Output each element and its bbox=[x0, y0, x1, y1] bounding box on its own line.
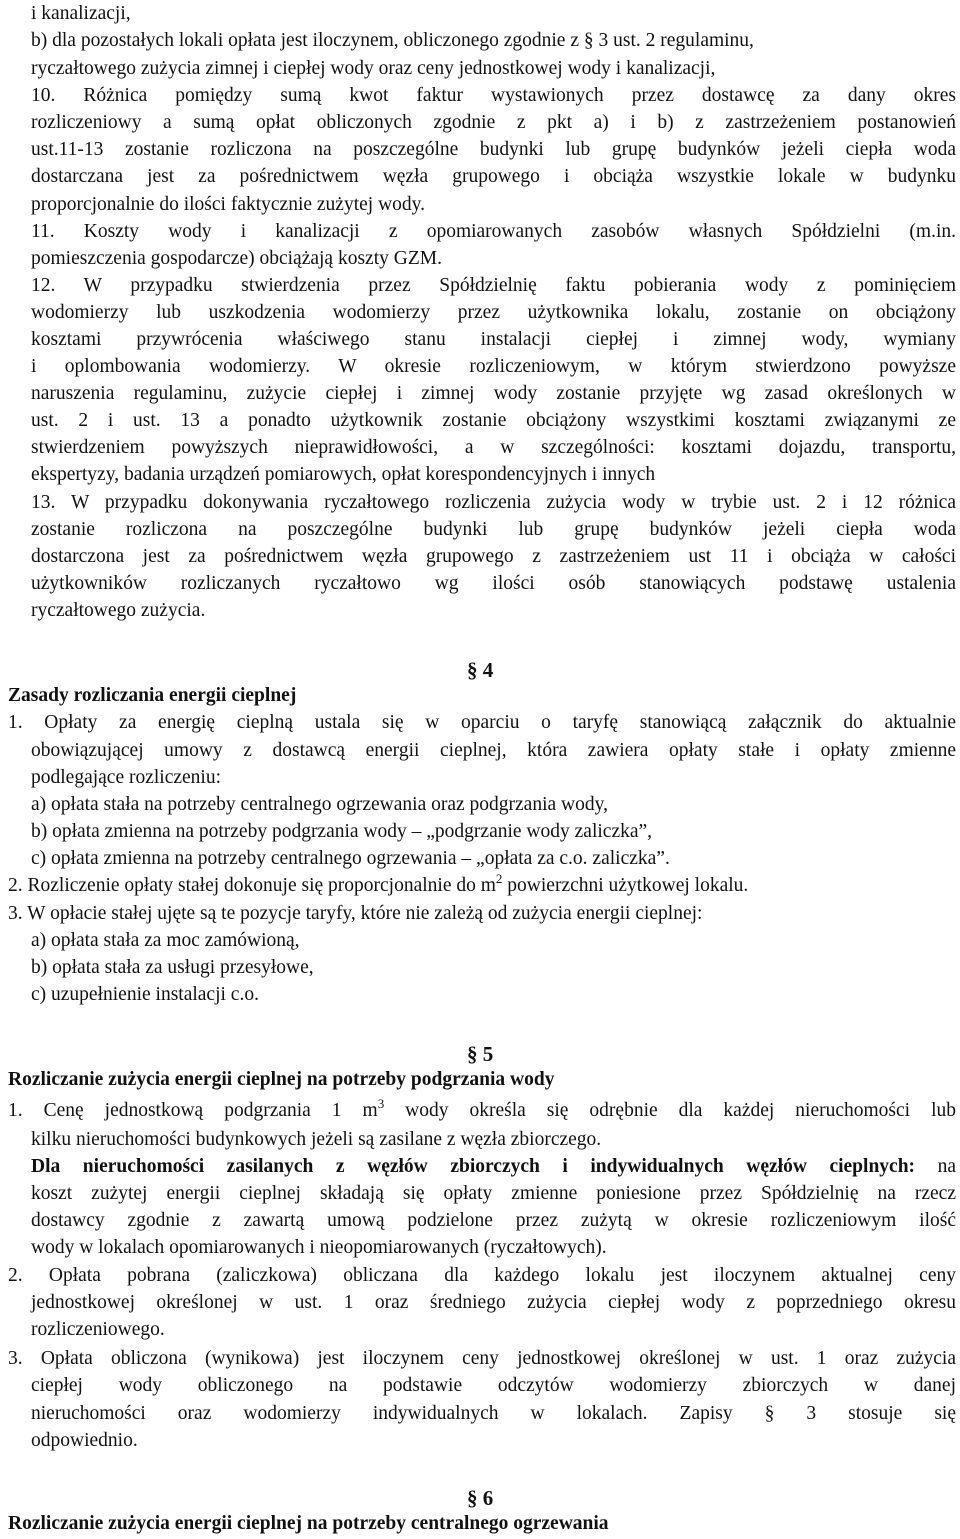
text-line: dostawcy zgodnie z zawartą umową podzielone przez zużytą w okresie rozliczeniowym ilość bbox=[31, 1210, 956, 1231]
text-line: zostanie rozliczona na poszczególne budynki lub grupę budynków jeżeli ciepła woda bbox=[31, 519, 956, 540]
text-line: nieruchomości oraz wodomierzy indywidualnych w lokalach. Zapisy § 3 stosuje się bbox=[31, 1403, 956, 1424]
text-line: koszt zużytej energii cieplnej składają się opłaty zmienne poniesione przez Spółdzielnię na rzecz bbox=[31, 1183, 956, 1204]
section-number: § 6 bbox=[467, 1486, 494, 1510]
list-item: c) opłata zmienna na potrzeby centralnego ogrzewania – „opłata za c.o. zaliczka”. bbox=[31, 848, 670, 869]
text-line: pomieszczenia gospodarcze) obciążają koszty GZM. bbox=[31, 248, 442, 269]
text-line: proporcjonalnie do ilości faktycznie zużytej wody. bbox=[31, 194, 426, 215]
paragraph-10-line: 10. Różnica pomiędzy sumą kwot faktur wystawionych przez dostawcę za dany okres bbox=[31, 85, 956, 106]
text-line: obowiązującej umowy z dostawcą energii cieplnej, która zawiera opłaty stałe i opłaty zmienne bbox=[31, 740, 956, 761]
list-item: c) uzupełnienie instalacji c.o. bbox=[31, 984, 259, 1005]
text-line: b) dla pozostałych lokali opłata jest iloczynem, obliczonego zgodnie z § 3 ust. 2 regulaminu, bbox=[31, 30, 754, 51]
text-line: ryczałtowego zużycia. bbox=[31, 600, 206, 621]
list-item: b) opłata zmienna na potrzeby podgrzania wody – „podgrzanie wody zaliczka”, bbox=[31, 821, 653, 842]
text-line: ciepłej wody obliczonego na podstawie odczytów wodomierzy zbiorczych w danej bbox=[31, 1375, 956, 1396]
text-line: 1. Opłaty za energię cieplną ustala się w oparciu o taryfę stanowiącą załącznik do aktualnie bbox=[8, 712, 956, 733]
text-line: 2. Rozliczenie opłaty stałej dokonuje się proporcjonalnie do $m^2$ powierzchni użytkowej lokalu. bbox=[8, 871, 749, 896]
text-line: wodomierzy lub uszkodzenia wodomierzy przez użytkownika lokalu, zostanie on obciążony bbox=[31, 302, 956, 323]
text-line: kilku nieruchomości budynkowych jeżeli są zasilane z węzła zbiorczego. bbox=[31, 1129, 602, 1150]
text-line: jednostkowej określonej w ust. 1 oraz średniego zużycia ciepłej wody z poprzedniego okresu bbox=[31, 1292, 956, 1313]
section-number: § 4 bbox=[467, 658, 494, 682]
text-line: i oplombowania wodomierzy. W okresie rozliczeniowym, w którym stwierdzono powyższe bbox=[31, 356, 956, 377]
text-line: ekspertyzy, badania urządzeń pomiarowych, opłat korespondencyjnych i innych bbox=[31, 464, 656, 485]
text-line: ust.11-13 zostanie rozliczona na poszczególne budynki lub grupę budynków jeżeli ciepła woda bbox=[31, 139, 956, 160]
list-item: a) opłata stała za moc zamówioną, bbox=[31, 930, 300, 951]
text-line: dostarczana jest za pośrednictwem węzła grupowego i obciąża wszystkie lokale w budynku bbox=[31, 166, 956, 187]
text-line: ust. 2 i ust. 13 a ponadto użytkownik zostanie obciążony wszystkimi kosztami związanymi ze bbox=[31, 410, 956, 431]
bold-phrase: Dla nieruchomości zasilanych z węzłów zbiorczych i indywidualnych węzłów cieplnych: bbox=[31, 1156, 916, 1177]
text-line: 3. Opłata obliczona (wynikowa) jest iloczynem ceny jednostkowej określonej w ust. 1 oraz zużycia bbox=[8, 1348, 956, 1369]
text-line: rozliczeniowego. bbox=[31, 1319, 165, 1340]
text-line: i kanalizacji, bbox=[31, 3, 131, 24]
text-line: kosztami przywrócenia właściwego stanu instalacji ciepłej i zimnej wody, wymiany bbox=[31, 329, 956, 350]
paragraph-11-line: 11. Koszty wody i kanalizacji z opomiarowanych zasobów własnych Spółdzielni (m.in. bbox=[31, 221, 956, 242]
text-line: naruszenia regulaminu, zużycie ciepłej i zimnej wody zostanie przyjęte wg zasad określonych w bbox=[31, 383, 956, 404]
section-title: Rozliczanie zużycia energii cieplnej na potrzeby podgrzania wody bbox=[8, 1069, 555, 1090]
text-line: stwierdzeniem powyższych nieprawidłowości, a w szczególności: kosztami dojazdu, transportu, bbox=[31, 437, 956, 458]
text-line: podlegające rozliczeniu: bbox=[31, 767, 222, 788]
text-line: odpowiednio. bbox=[31, 1430, 138, 1451]
section-title: Zasady rozliczania energii cieplnej bbox=[8, 685, 297, 706]
text-line: dostarczona jest za pośrednictwem węzła grupowego z zastrzeżeniem ust 11 i obciąża w całości bbox=[31, 546, 956, 567]
paragraph-12-line: 12. W przypadku stwierdzenia przez Spółdzielnię faktu pobierania wody z pominięciem bbox=[31, 275, 956, 296]
text-line: ryczałtowego zużycia zimnej i ciepłej wody oraz ceny jednostkowej wody i kanalizacji, bbox=[31, 58, 716, 79]
text-line: 1. Cenę jednostkową podgrzania 1 $m^3$ wody określa się odrębnie dla każdej nieruchomości lub bbox=[8, 1096, 956, 1121]
paragraph-13-line: 13. W przypadku dokonywania ryczałtowego rozliczenia zużycia wody w trybie ust. 2 i 12 różnica bbox=[31, 492, 956, 513]
text-line: użytkowników rozliczanych ryczałtowo wg ilości osób stanowiących podstawę ustalenia bbox=[31, 573, 956, 594]
list-item: a) opłata stała na potrzeby centralnego ogrzewania oraz podgrzania wody, bbox=[31, 794, 608, 815]
text-line: Dla nieruchomości zasilanych z węzłów zbiorczych i indywidualnych węzłów cieplnych: na bbox=[31, 1156, 956, 1177]
text-line: rozliczeniowy a sumą opłat obliczonych zgodnie z pkt a) i b) z zastrzeżeniem postanowień bbox=[31, 112, 956, 133]
text-line: 2. Opłata pobrana (zaliczkowa) obliczana dla każdego lokalu jest iloczynem aktualnej ceny bbox=[8, 1265, 956, 1286]
text-line: 3. W opłacie stałej ujęte są te pozycje taryfy, które nie zależą od zużycia energii cieplnej: bbox=[8, 903, 703, 924]
section-number: § 5 bbox=[467, 1042, 494, 1066]
text-line: wody w lokalach opomiarowanych i nieopomiarowanych (ryczałtowych). bbox=[31, 1237, 607, 1258]
list-item: b) opłata stała za usługi przesyłowe, bbox=[31, 957, 314, 978]
section-title: Rozliczanie zużycia energii cieplnej na potrzeby centralnego ogrzewania bbox=[8, 1513, 609, 1534]
